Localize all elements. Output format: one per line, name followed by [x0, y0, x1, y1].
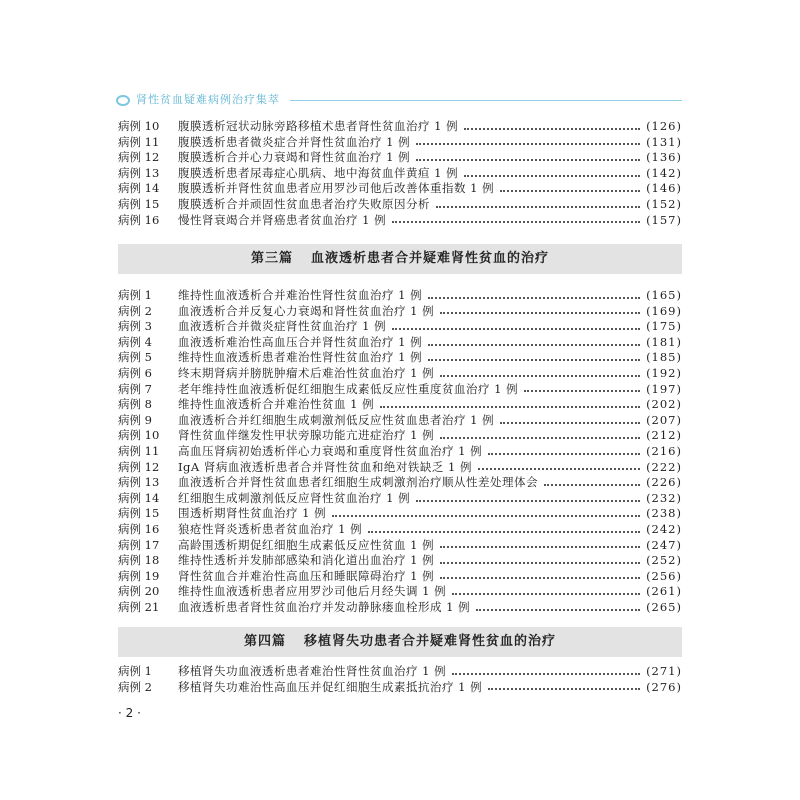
toc-entry[interactable]	[118, 538, 682, 554]
toc-entry[interactable]	[118, 553, 682, 569]
page-ref: (165)	[646, 288, 682, 302]
case-title: 终末期肾病并膀胱肿瘤术后难治性贫血治疗 1 例	[178, 365, 435, 380]
case-label: 病例 12	[118, 459, 160, 474]
case-label: 病例 13	[118, 165, 160, 180]
toc-entry[interactable]	[118, 428, 682, 444]
toc-entry[interactable]	[118, 382, 682, 398]
dot-leader	[440, 577, 640, 579]
page-ref: (222)	[646, 459, 682, 474]
page-ref: (169)	[646, 303, 682, 318]
page-ref: (242)	[646, 521, 682, 536]
page-ref: (146)	[646, 181, 682, 196]
running-head	[116, 92, 682, 108]
toc-entry[interactable]	[118, 680, 682, 696]
dot-leader	[440, 562, 640, 564]
page-ref: (276)	[646, 679, 682, 694]
dot-leader	[440, 312, 640, 314]
case-title: 慢性肾衰竭合并肾癌患者贫血治疗 1 例	[178, 212, 387, 227]
case-title: 腹膜透析合并心力衰竭和肾性贫血治疗 1 例	[178, 150, 411, 165]
page-ref: (131)	[646, 134, 682, 149]
case-label: 病例 2	[118, 303, 152, 318]
toc-entry[interactable]	[118, 413, 682, 429]
toc-entry[interactable]	[118, 288, 682, 304]
toc-list-section-4	[118, 664, 682, 695]
case-label: 病例 21	[118, 599, 160, 614]
page-ref: (261)	[646, 584, 682, 599]
dot-leader	[464, 128, 640, 130]
case-title: IgA 肾病血液透析患者合并肾性贫血和绝对铁缺乏 1 例	[178, 459, 472, 474]
page-ref: (175)	[646, 319, 682, 334]
page-ref: (226)	[646, 475, 682, 490]
toc-entry[interactable]	[118, 197, 682, 213]
page-number: · 2 ·	[118, 706, 141, 720]
case-label: 病例 12	[118, 150, 160, 165]
case-title: 血液透析合并肾性贫血患者红细胞生成刺激剂治疗顺从性差处理体会	[178, 475, 538, 490]
dot-leader	[476, 609, 640, 611]
toc-entry[interactable]	[118, 522, 682, 538]
section-number: 第三篇	[250, 251, 293, 266]
case-title: 移植肾失功难治性高血压并促红细胞生成素抵抗治疗 1 例	[178, 679, 483, 694]
page-ref: (157)	[646, 212, 682, 227]
case-title: 腹膜透析患者微炎症合并肾性贫血治疗 1 例	[178, 134, 411, 149]
page-ref: (197)	[646, 381, 682, 396]
dot-leader	[428, 344, 640, 346]
dot-leader	[464, 175, 640, 177]
dot-leader	[440, 546, 640, 548]
case-label: 病例 9	[118, 412, 152, 427]
dot-leader	[440, 437, 640, 439]
toc-list-section-3	[118, 288, 682, 615]
case-title: 高血压肾病初始透析伴心力衰竭和重度肾性贫血治疗 1 例	[178, 443, 483, 458]
dot-leader	[544, 484, 640, 486]
case-title: 血液透析难治性高血压合并肾性贫血治疗 1 例	[178, 334, 423, 349]
dot-leader	[500, 422, 640, 424]
dot-leader	[428, 359, 640, 361]
dot-leader	[452, 673, 640, 675]
toc-entry[interactable]	[118, 569, 682, 585]
case-label: 病例 18	[118, 553, 160, 568]
case-title: 腹膜透析并肾性贫血患者应用罗沙司他后改善体重指数 1 例	[178, 181, 495, 196]
case-label: 病例 6	[118, 365, 152, 380]
toc-list-previous-section	[118, 119, 682, 228]
page-ref: (142)	[646, 165, 682, 180]
dot-leader	[368, 531, 640, 533]
case-label: 病例 10	[118, 428, 160, 443]
case-title: 维持性透析并发肺部感染和消化道出血治疗 1 例	[178, 553, 435, 568]
toc-entry[interactable]	[118, 491, 682, 507]
toc-entry[interactable]	[118, 600, 682, 616]
page-ref: (271)	[646, 664, 682, 678]
page-ref: (232)	[646, 490, 682, 505]
page-ref: (256)	[646, 568, 682, 583]
case-label: 病例 8	[118, 397, 152, 412]
page-ref: (185)	[646, 350, 682, 365]
toc-entry[interactable]	[118, 135, 682, 151]
dot-leader	[488, 453, 640, 455]
page-ref: (152)	[646, 196, 682, 211]
case-title: 腹膜透析冠状动脉旁路移植术患者肾性贫血治疗 1 例	[178, 119, 459, 133]
header-rule	[290, 100, 682, 101]
case-title: 腹膜透析合并顽固性贫血患者治疗失败原因分析	[178, 196, 430, 211]
page-ref: (126)	[646, 119, 682, 133]
case-label: 病例 20	[118, 584, 160, 599]
dot-leader	[488, 688, 640, 690]
page-ref: (265)	[646, 599, 682, 614]
case-label: 病例 14	[118, 490, 160, 505]
case-title: 血液透析合并反复心力衰竭和肾性贫血治疗 1 例	[178, 303, 435, 318]
dot-leader	[332, 515, 640, 517]
ring-icon	[116, 95, 130, 106]
toc-entry[interactable]	[118, 584, 682, 600]
dot-leader	[500, 190, 640, 192]
case-label: 病例 16	[118, 521, 160, 536]
dot-leader	[440, 375, 640, 377]
toc-entry[interactable]	[118, 366, 682, 382]
dot-leader	[478, 468, 640, 470]
dot-leader	[452, 593, 640, 595]
page-ref: (136)	[646, 150, 682, 165]
page-ref: (238)	[646, 506, 682, 521]
dot-leader	[524, 390, 640, 392]
case-title: 维持性血液透析患者难治性肾性贫血治疗 1 例	[178, 350, 423, 365]
case-title: 肾性贫血合并难治性高血压和睡眠障碍治疗 1 例	[178, 568, 435, 583]
case-label: 病例 11	[118, 443, 160, 458]
case-title: 狼疮性肾炎透析患者贫血治疗 1 例	[178, 521, 363, 536]
case-label: 病例 13	[118, 475, 160, 490]
case-title: 维持性血液透析合并难治性肾性贫血治疗 1 例	[178, 288, 423, 302]
page-ref: (181)	[646, 334, 682, 349]
toc-entry[interactable]	[118, 475, 682, 491]
dot-leader	[416, 143, 640, 145]
toc-entry[interactable]	[118, 397, 682, 413]
page-ref: (247)	[646, 537, 682, 552]
page-ref: (216)	[646, 443, 682, 458]
case-label: 病例 11	[118, 134, 160, 149]
case-title: 红细胞生成刺激剂低反应肾性贫血治疗 1 例	[178, 490, 411, 505]
section-title: 血液透析患者合并疑难肾性贫血的治疗	[311, 251, 550, 266]
page-ref: (212)	[646, 428, 682, 443]
section-number: 第四篇	[243, 634, 286, 649]
case-label: 病例 10	[118, 119, 160, 133]
toc-entry[interactable]	[118, 506, 682, 522]
case-label: 病例 7	[118, 381, 152, 396]
dot-leader	[392, 221, 640, 223]
dot-leader	[416, 159, 640, 161]
page-ref: (207)	[646, 412, 682, 427]
case-title: 肾性贫血伴继发性甲状旁腺功能亢进症治疗 1 例	[178, 428, 435, 443]
case-label: 病例 1	[118, 664, 152, 678]
case-title: 血液透析合并红细胞生成刺激剂低反应性贫血患者治疗 1 例	[178, 412, 495, 427]
section-title: 移植肾失功患者合并疑难肾性贫血的治疗	[304, 634, 557, 649]
case-title: 腹膜透析患者尿毒症心肌病、地中海贫血伴黄疸 1 例	[178, 165, 459, 180]
case-label: 病例 15	[118, 506, 160, 521]
dot-leader	[380, 406, 640, 408]
case-label: 病例 16	[118, 212, 160, 227]
page-ref: (192)	[646, 365, 682, 380]
toc-entry[interactable]	[118, 304, 682, 320]
case-title: 围透析期肾性贫血治疗 1 例	[178, 506, 327, 521]
book-title: 肾性贫血疑难病例治疗集萃	[136, 93, 280, 106]
toc-entry[interactable]	[118, 319, 682, 335]
case-label: 病例 5	[118, 350, 152, 365]
toc-entry[interactable]	[118, 181, 682, 197]
case-label: 病例 17	[118, 537, 160, 552]
toc-entry[interactable]	[118, 460, 682, 476]
toc-entry[interactable]	[118, 350, 682, 366]
dot-leader	[436, 206, 640, 208]
toc-entry[interactable]	[118, 150, 682, 166]
toc-entry[interactable]	[118, 335, 682, 351]
case-title: 血液透析患者肾性贫血治疗并发动静脉瘘血栓形成 1 例	[178, 599, 471, 614]
case-title: 维持性血液透析患者应用罗沙司他后月经失调 1 例	[178, 584, 447, 599]
toc-entry[interactable]	[118, 166, 682, 182]
dot-leader	[392, 328, 640, 330]
case-label: 病例 19	[118, 568, 160, 583]
case-label: 病例 1	[118, 288, 152, 302]
section-heading-3	[118, 244, 682, 274]
toc-entry[interactable]	[118, 213, 682, 229]
toc-entry[interactable]	[118, 664, 682, 680]
toc-entry[interactable]	[118, 119, 682, 135]
page-ref: (202)	[646, 397, 682, 412]
case-label: 病例 4	[118, 334, 152, 349]
case-title: 移植肾失功血液透析患者难治性肾性贫血治疗 1 例	[178, 664, 447, 678]
case-label: 病例 14	[118, 181, 160, 196]
case-title: 血液透析合并微炎症肾性贫血治疗 1 例	[178, 319, 387, 334]
dot-leader	[428, 297, 640, 299]
dot-leader	[416, 500, 640, 502]
case-label: 病例 3	[118, 319, 152, 334]
toc-entry[interactable]	[118, 444, 682, 460]
case-title: 维持性血液透析合并难治性贫血 1 例	[178, 397, 375, 412]
section-heading-4	[118, 627, 682, 657]
case-label: 病例 2	[118, 679, 152, 694]
page-ref: (252)	[646, 553, 682, 568]
case-label: 病例 15	[118, 196, 160, 211]
case-title: 高龄围透析期促红细胞生成素低反应性贫血 1 例	[178, 537, 435, 552]
case-title: 老年维持性血液透析促红细胞生成素低反应性重度贫血治疗 1 例	[178, 381, 519, 396]
